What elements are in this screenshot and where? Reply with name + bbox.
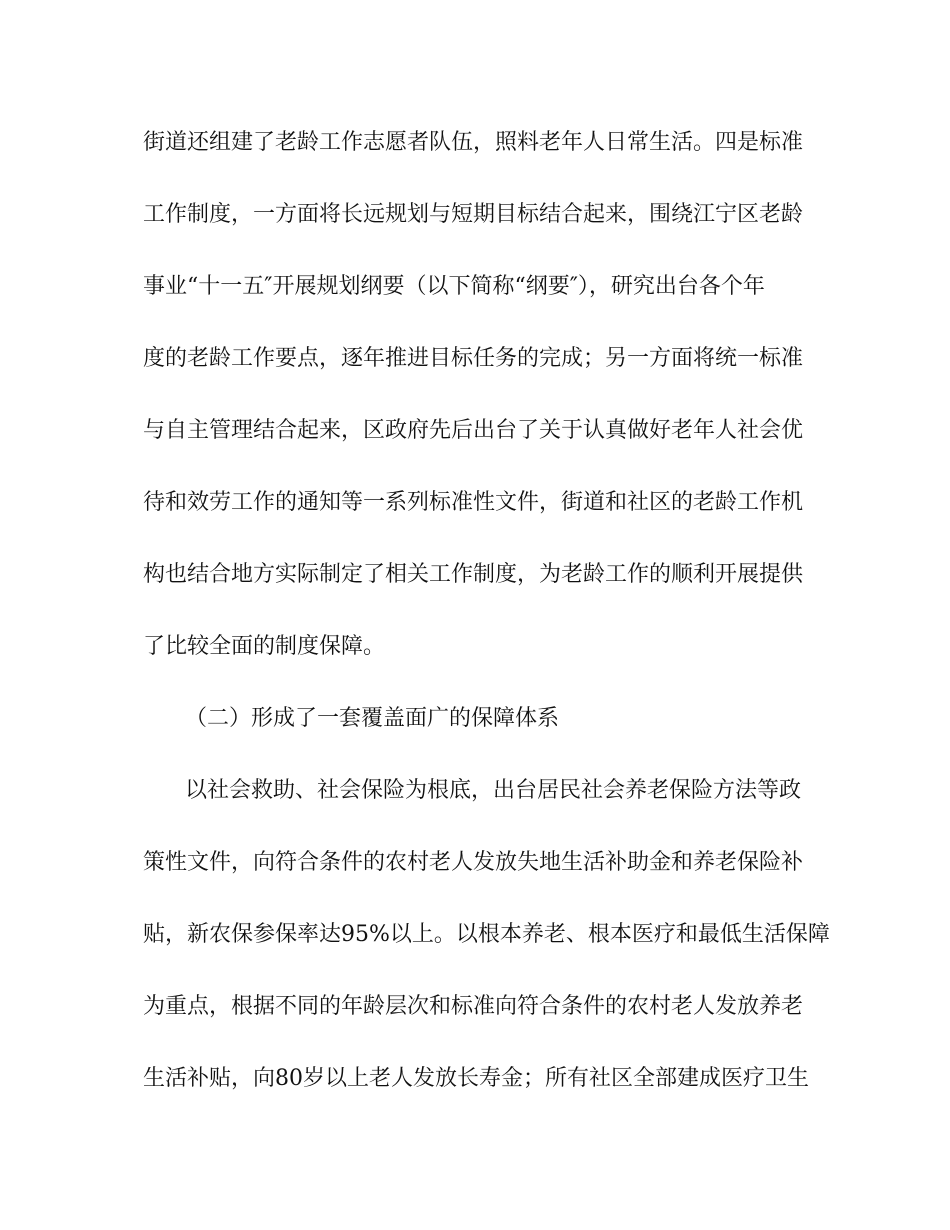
- paragraph-line: 事业“十一五″开展规划纲要（以下简称“纲要″），研究出台各个年: [143, 274, 765, 299]
- paragraph-line: 构也结合地方实际制定了相关工作制度，为老龄工作的顺利开展提供: [143, 562, 804, 587]
- paragraph-line: 与自主管理结合起来，区政府先后出台了关于认真做好老年人社会优: [143, 418, 804, 443]
- paragraph-line: 生活补贴，向80岁以上老人发放长寿金；所有社区全部建成医疗卫生: [143, 1066, 809, 1091]
- paragraph-line: 了比较全面的制度保障。: [143, 634, 386, 659]
- paragraph-line: 工作制度，一方面将长远规划与短期目标结合起来，围绕江宁区老龄: [143, 202, 804, 227]
- paragraph-line: 街道还组建了老龄工作志愿者队伍，照料老年人日常生活。四是标准: [143, 130, 804, 155]
- paragraph-line: 为重点，根据不同的年龄层次和标准向符合条件的农村老人发放养老: [143, 994, 804, 1019]
- paragraph-line: 待和效劳工作的通知等一系列标准性文件，街道和社区的老龄工作机: [143, 490, 804, 515]
- paragraph-line: 以社会救助、社会保险为根底，出台居民社会养老保险方法等政: [185, 778, 802, 803]
- paragraph-line: 贴，新农保参保率达95%以上。以根本养老、根本医疗和最低生活保障: [143, 922, 830, 947]
- paragraph-line: 策性文件，向符合条件的农村老人发放失地生活补助金和养老保险补: [143, 850, 804, 875]
- section-heading: （二）形成了一套覆盖面广的保障体系: [185, 706, 560, 731]
- paragraph-line: 度的老龄工作要点，逐年推进目标任务的完成；另一方面将统一标准: [143, 346, 804, 371]
